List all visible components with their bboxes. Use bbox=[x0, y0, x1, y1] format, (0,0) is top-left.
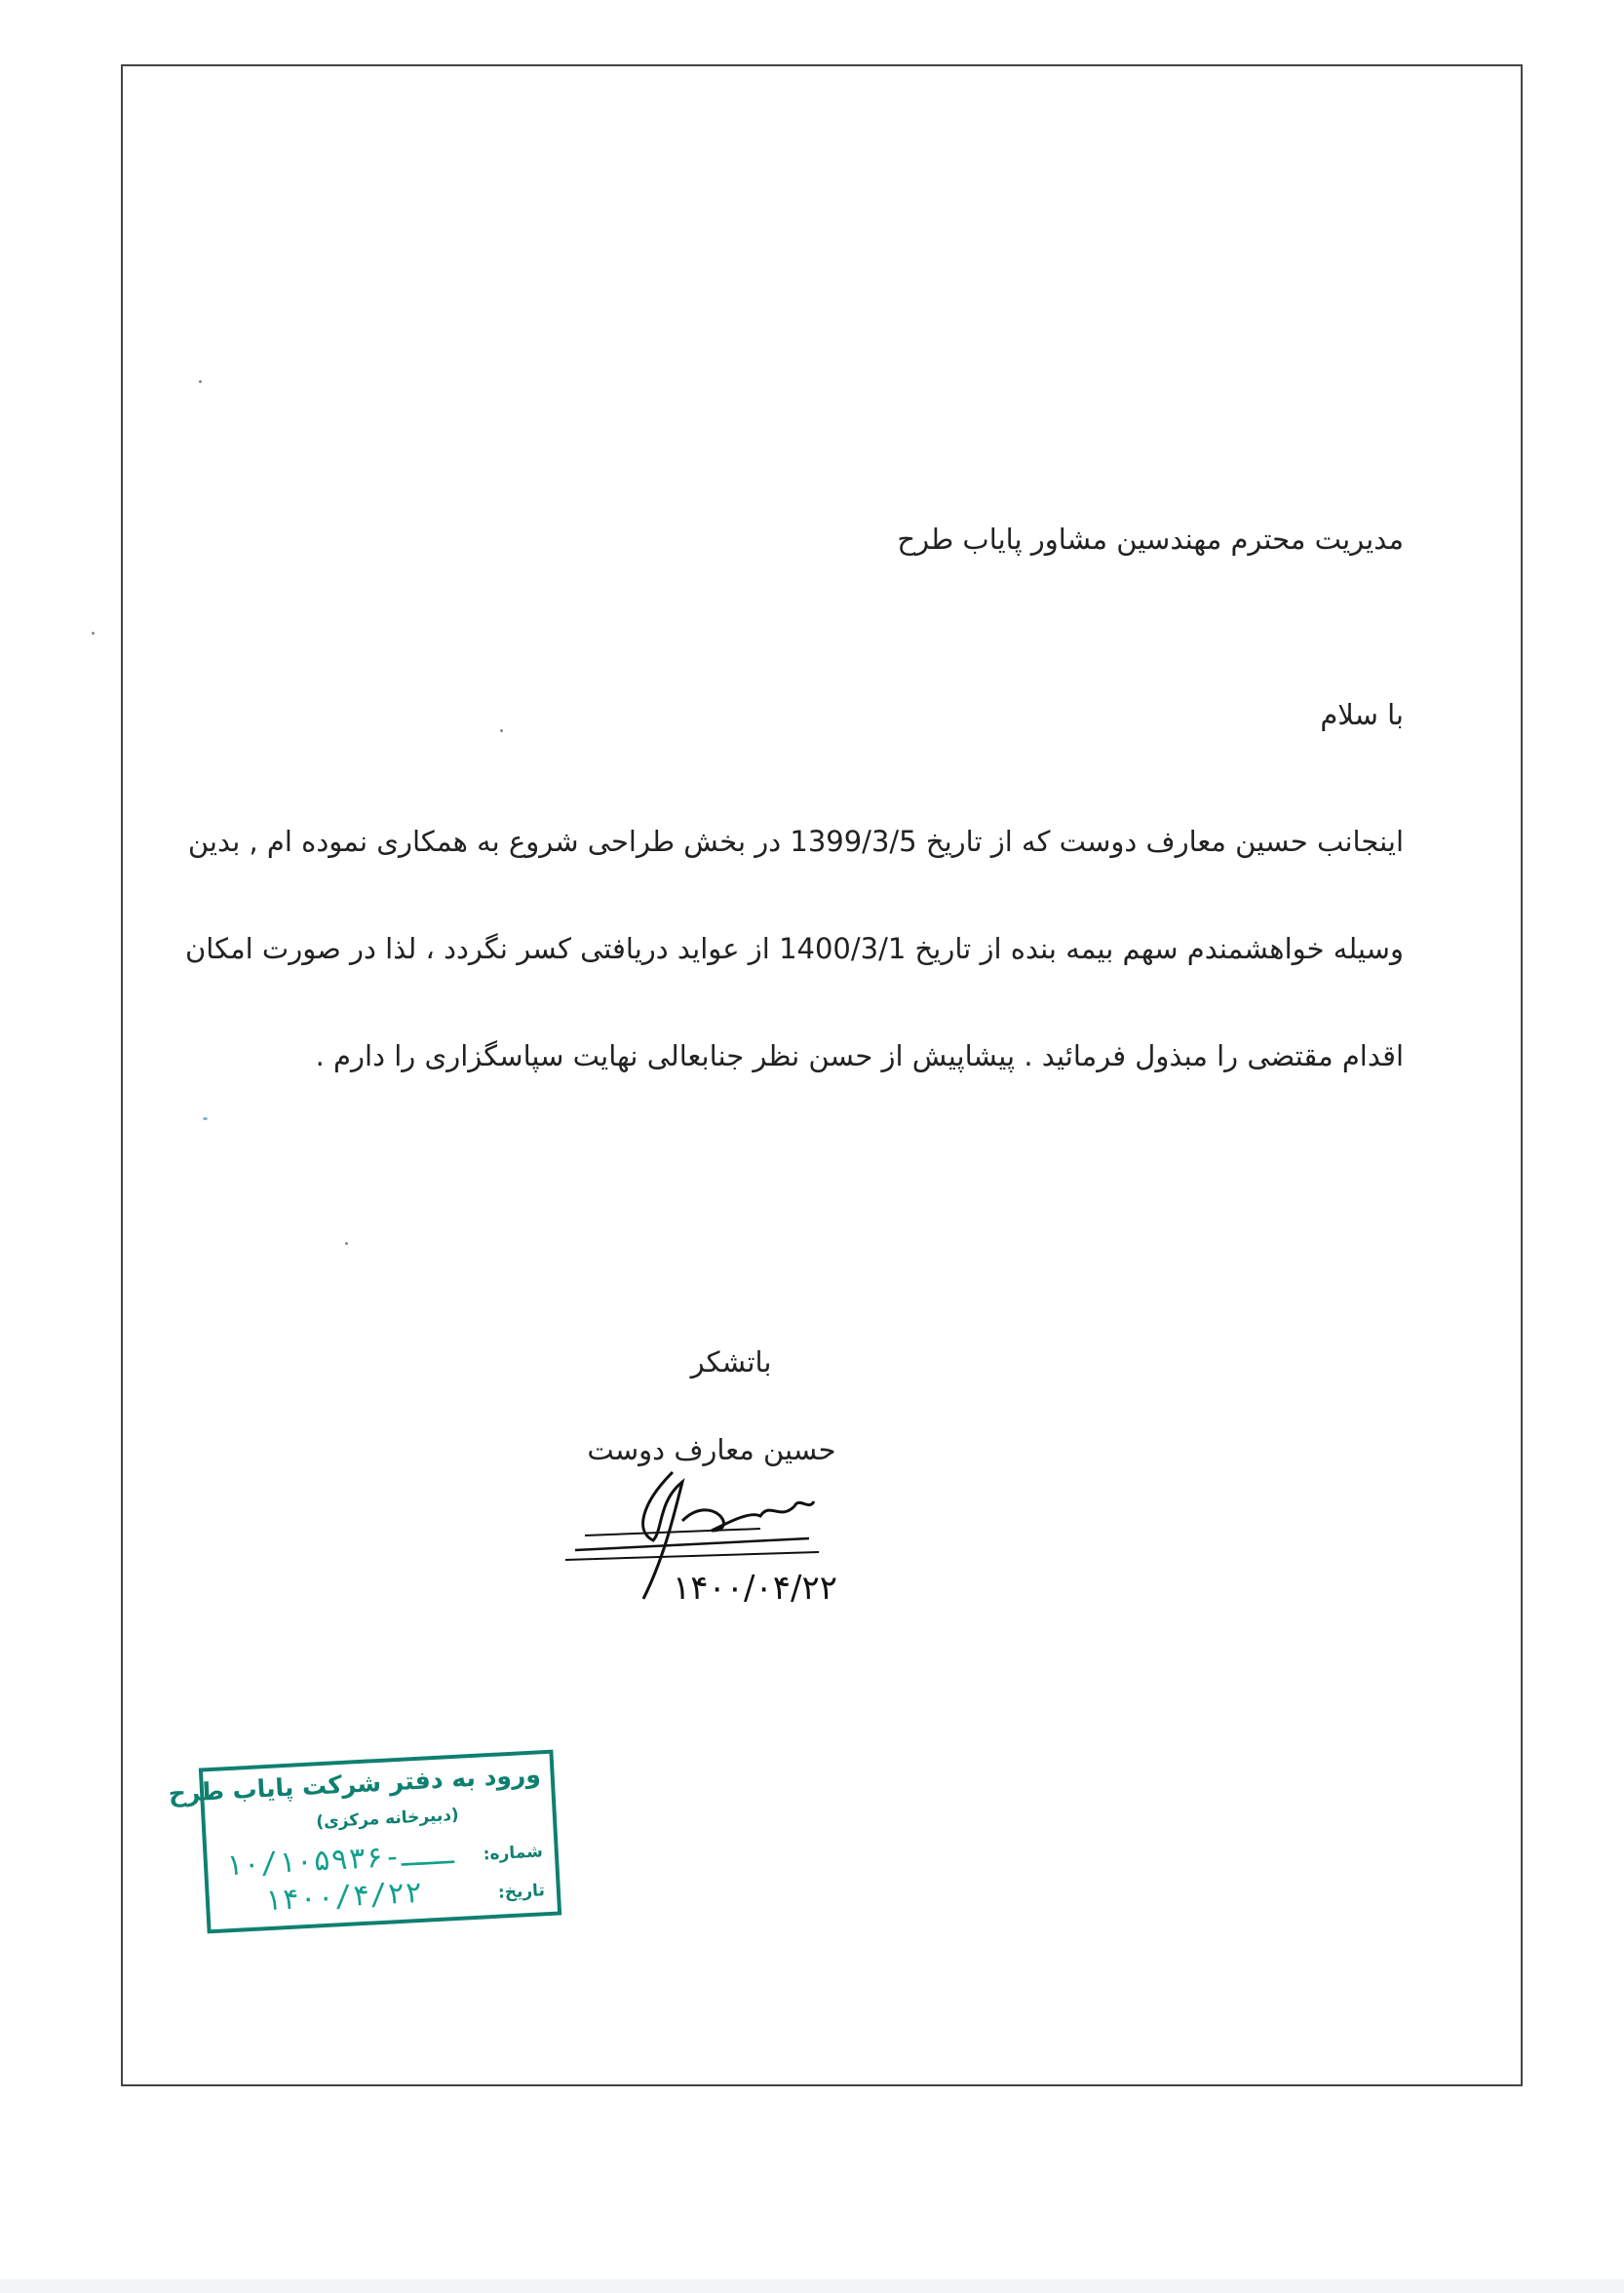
reception-stamp bbox=[168, 1750, 561, 1934]
scan-speck bbox=[92, 632, 95, 635]
handwritten-signature bbox=[565, 1462, 838, 1618]
scan-speck bbox=[199, 380, 202, 383]
scan-speck bbox=[500, 729, 503, 732]
letter-closing: باتشکر bbox=[690, 1345, 772, 1379]
stamp-title: ورود به دفتر شرکت پایاب طرح bbox=[168, 1760, 542, 1808]
stamp-number-value: ۱۰/ـــ-۱۰۵۹۳۶ bbox=[224, 1837, 455, 1884]
stamp-subtitle: (دبیرخانه مرکزی) bbox=[315, 1805, 460, 1833]
stamp-date-label: تاریخ: bbox=[497, 1881, 546, 1903]
letter-body-line: اقدام مقتضی را مبذول فرمائید . پیشاپیش از حسن نظر جنابعالی نهایت سپاسگزاری را دارم . bbox=[315, 1039, 1404, 1072]
letter-greeting: با سلام bbox=[1320, 698, 1404, 731]
stamp-number-label: شماره: bbox=[483, 1842, 544, 1865]
signer-name: حسین معارف دوست bbox=[587, 1433, 836, 1466]
letter-addressee: مدیریت محترم مهندسین مشاور پایاب طرح bbox=[897, 523, 1404, 556]
signature-date: ۱۴۰۰/۰۴/۲۲ bbox=[673, 1569, 838, 1608]
scan-speck bbox=[345, 1242, 348, 1245]
scan-speck bbox=[203, 1117, 208, 1120]
page-bottom-band bbox=[0, 2279, 1624, 2293]
letter-body-line: وسیله خواهشمندم سهم بیمه بنده از تاریخ 1400/3/1 از عواید دریافتی کسر نگردد ، لذا در صورت امکان bbox=[184, 932, 1404, 965]
stamp-date-value: ۱۴۰۰/۴/۲۲ bbox=[263, 1875, 424, 1919]
letter-body-line: اینجانب حسین معارف دوست که از تاریخ 1399/3/5 در بخش طراحی شروع به همکاری نموده ام , بدین bbox=[187, 825, 1404, 858]
